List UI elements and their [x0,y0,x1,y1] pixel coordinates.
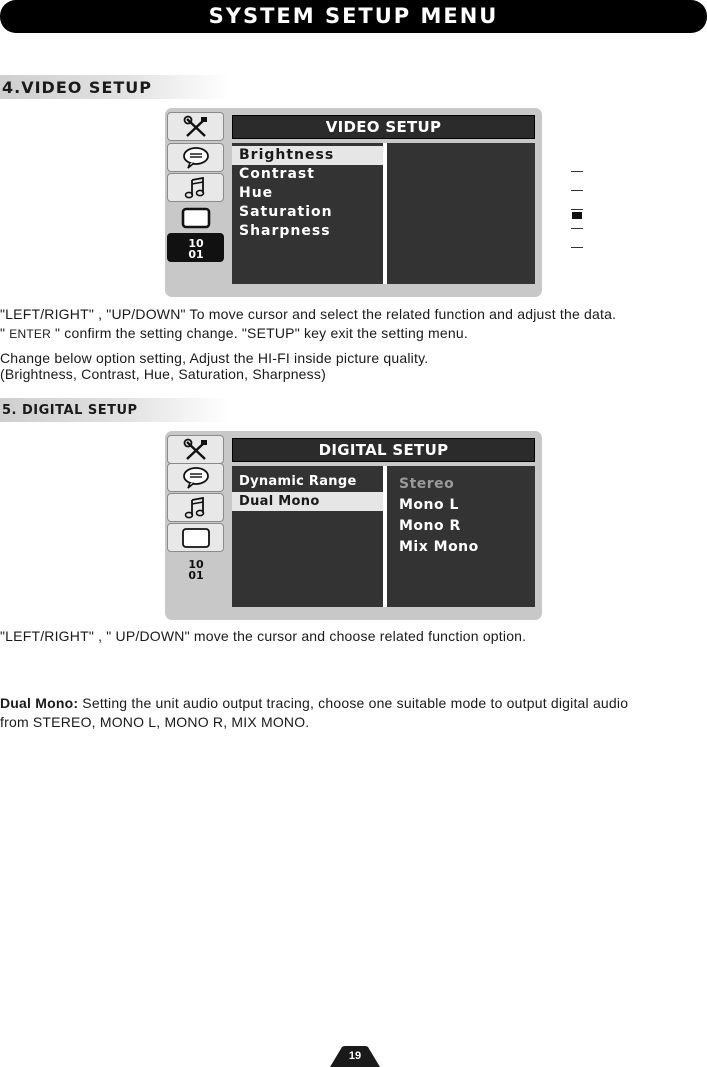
speech-bubble-icon [182,466,210,490]
osd-tab-column [165,108,227,297]
slider-tick [571,171,583,172]
tab-video[interactable] [167,523,224,552]
menu-item-dynamic-range[interactable]: Dynamic Range [239,474,357,489]
scale-label-0: 0 [586,252,596,267]
tools-icon [183,438,209,462]
section-heading-video: 4.VIDEO SETUP [0,75,230,99]
tab-system[interactable] [167,112,224,141]
osd-title: DIGITAL SETUP [232,438,535,462]
tab-digital[interactable] [167,554,224,583]
video-setup-osd [165,108,605,297]
video-instruction-line-2 [0,325,707,341]
option-stereo[interactable]: Stereo [399,476,455,492]
option-mix-mono[interactable]: Mix Mono [399,539,479,555]
slider-tick [571,228,583,229]
menu-item-saturation[interactable]: Saturation [239,204,333,220]
digital-setup-osd [165,431,542,620]
speech-bubble-icon [182,146,210,170]
music-note-icon [184,176,208,200]
svg-text:10: 10 [187,557,204,571]
svg-text:01: 01 [187,568,204,581]
option-mono-l[interactable]: Mono L [399,497,459,513]
tab-audio[interactable] [167,493,224,522]
digital-10-01-icon [183,557,209,581]
slider-tick [571,247,583,248]
page-title: SYSTEM SETUP MENU [0,0,707,33]
scale-label-2: 2 [586,234,596,249]
video-value-panel [387,143,605,284]
text-fragment: " confirm the setting change. "SETUP" key exit the setting menu. [50,325,468,341]
menu-item-dual-mono[interactable]: Dual Mono [232,492,383,511]
scale-label-4: 4 [586,217,596,232]
slider-tick [571,190,583,191]
menu-item-brightness[interactable]: Brightness [232,146,383,165]
enter-key-label: ENTER [9,327,51,341]
scale-label-10: 10 [586,165,605,180]
svg-text:01: 01 [187,247,204,260]
slider-thumb[interactable] [571,211,583,220]
video-instruction-line-1: "LEFT/RIGHT" , "UP/DOWN" To move cursor and select the related function and adjust the data. [0,306,617,322]
tab-audio[interactable] [167,173,224,202]
scale-label-8: 8 [586,179,596,194]
scale-label-6: 6 [586,201,596,216]
tab-system[interactable] [167,435,224,464]
digital-10-01-icon [183,236,209,260]
video-instruction-line-4: (Brightness, Contrast, Hue, Saturation, Sharpness) [0,366,326,382]
text-fragment: " [0,325,10,341]
menu-item-contrast[interactable]: Contrast [239,166,315,182]
digital-description-line-1 [0,695,707,711]
brightness-slider[interactable] [573,149,581,265]
osd-title: VIDEO SETUP [232,115,535,139]
text-fragment: Setting the unit audio output tracing, choose one suitable mode to output digital audio [78,695,629,711]
music-note-icon [184,496,208,520]
slider-tick [571,209,583,210]
tools-icon [183,115,209,139]
svg-text:10: 10 [187,236,204,250]
tab-language[interactable] [167,143,224,172]
digital-menu-list [232,466,383,607]
digital-instruction-line-1: "LEFT/RIGHT" , " UP/DOWN" move the cursor and choose related function option. [0,628,527,644]
option-mono-r[interactable]: Mono R [399,518,461,534]
page-number: 19 [348,1050,362,1062]
monitor-icon [181,527,211,549]
section-heading-digital: 5. DIGITAL SETUP [0,398,230,422]
digital-option-panel [387,466,535,607]
digital-description-line-2: from STEREO, MONO L, MONO R, MIX MONO. [0,714,310,730]
video-menu-list [232,143,383,284]
menu-item-hue[interactable]: Hue [239,185,274,201]
tab-digital[interactable] [167,233,224,262]
scale-label-12: 12 [586,151,605,166]
menu-item-sharpness[interactable]: Sharpness [239,223,331,239]
tab-video[interactable] [167,203,224,232]
video-instruction-line-3: Change below option setting, Adjust the HI-FI inside picture quality. [0,350,429,366]
page-number-tab [330,1046,380,1067]
osd-tab-column [165,431,227,620]
tab-language[interactable] [167,463,224,492]
dual-mono-term: Dual Mono: [0,695,79,711]
monitor-icon [181,207,211,229]
